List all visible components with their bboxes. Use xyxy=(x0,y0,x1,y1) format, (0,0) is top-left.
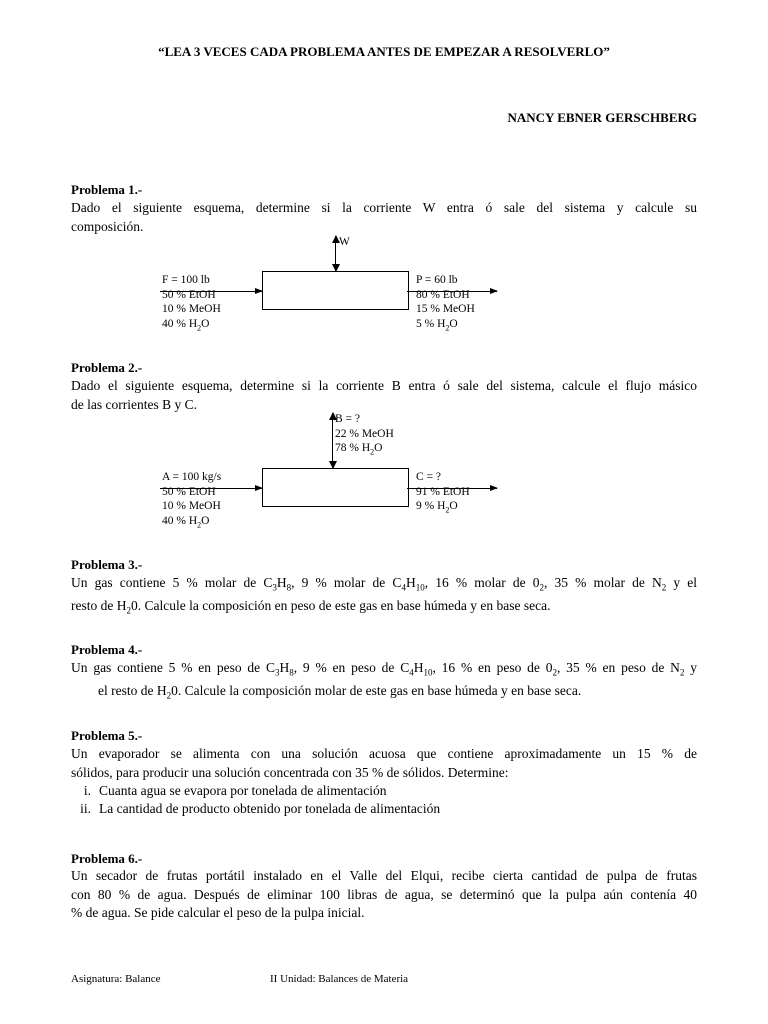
process-box xyxy=(262,468,409,507)
footer-course: Asignatura: Balance xyxy=(71,973,161,985)
problem-1-line-1: Dado el siguiente esquema, determine si la corriente W entra ó sale del sistema y calcule su xyxy=(71,200,697,215)
problem-2-line-1: Dado el siguiente esquema, determine si la corriente B entra ó sale del sistema, calcule el flujo másico xyxy=(71,378,697,393)
stream-b-composition: B = ? 22 % MeOH 78 % $H_2O$ xyxy=(335,413,394,457)
problem-6-line-1: Un secador de frutas portátil instalado en el Valle del Elqui, recibe cierta cantidad de pulpa de frutas xyxy=(71,868,697,883)
problem-1-line-2: composición. xyxy=(71,218,144,234)
feed-composition: A = 100 kg/s 50 % EtOH 10 % MeOH 40 % $H_2O$ xyxy=(162,471,222,529)
problem-3-line-2: resto de $H_20$. Calcule la composición en peso de este gas en base húmeda y en base seca. xyxy=(71,598,551,616)
list-item: ii. La cantidad de producto obtenido por tonelada de alimentación xyxy=(80,801,441,816)
feed-composition: F = 100 lb 50 % EtOH 10 % MeOH 40 % $H_2O$ xyxy=(162,274,221,332)
problem-6-line-3: % de agua. Se pide calcular el peso de la pulpa inicial. xyxy=(71,905,365,920)
problem-6-line-2: con 80 % de agua. Después de eliminar 100 libras de agua, se determinó que la pulpa aún contenía 40 xyxy=(71,886,697,902)
problem-3-text xyxy=(71,574,697,620)
problem-5-line-2: sólidos, para producir una solución concentrada con 35 % de sólidos. Determine: xyxy=(71,764,509,780)
footer-unit: II Unidad: Balances de Materia xyxy=(270,973,409,985)
problem-3-title: Problema 3.- xyxy=(71,557,143,572)
problem-5-text xyxy=(71,745,697,782)
product-composition: C = ? 91 % EtOH 9 % $H_2O$ xyxy=(416,471,470,515)
problem-2-line-2: de las corrientes B y C. xyxy=(71,396,197,412)
arrow-down-icon xyxy=(332,264,340,272)
problem-6-title: Problema 6.- xyxy=(71,851,143,866)
problem-5-line-1: Un evaporador se alimenta con una solución acuosa que contiene aproximadamente un 15 % de xyxy=(71,746,697,761)
problem-4-line-2: el resto de $H_20$. Calcule la composición molar de este gas en base húmeda y en base seca. xyxy=(98,683,582,701)
problem-5-title: Problema 5.- xyxy=(71,728,143,743)
problem-1-text xyxy=(71,199,697,236)
problem-2-title: Problema 2.- xyxy=(71,360,143,375)
problem-1-title: Problema 1.- xyxy=(71,182,143,197)
problem-4-text xyxy=(71,659,697,705)
problem-5-list xyxy=(59,782,440,818)
author-name: NANCY EBNER GERSCHBERG xyxy=(507,110,697,125)
problem-3-line-1: Un gas contiene 5 % molar de $C_3H_8$, 9 % molar de $C_4H_{10}$, 16 % molar de $0_2$, 35 % molar de $N_2$ y el xyxy=(71,575,698,593)
stream-w-arrow xyxy=(335,236,336,271)
arrow-down-icon xyxy=(329,461,337,469)
problem-4-title: Problema 4.- xyxy=(71,642,143,657)
process-box xyxy=(262,271,409,310)
list-item: i. Cuanta agua se evapora por tonelada de alimentación xyxy=(83,783,387,798)
problem-2-text xyxy=(71,377,697,414)
stream-b-arrow xyxy=(332,413,333,468)
stream-w-label: W xyxy=(339,236,350,248)
page-motto: “LEA 3 VECES CADA PROBLEMA ANTES DE EMPEZAR A RESOLVERLO” xyxy=(158,44,610,59)
problem-4-line-1: Un gas contiene 5 % en peso de $C_3H_8$, 9 % en peso de $C_4H_{10}$, 16 % en peso de $0_2$, 35 % en peso de $N_2$ y xyxy=(71,660,698,678)
product-composition: P = 60 lb 80 % EtOH 15 % MeOH 5 % $H_2O$ xyxy=(416,274,475,332)
problem-6-text xyxy=(71,867,697,923)
